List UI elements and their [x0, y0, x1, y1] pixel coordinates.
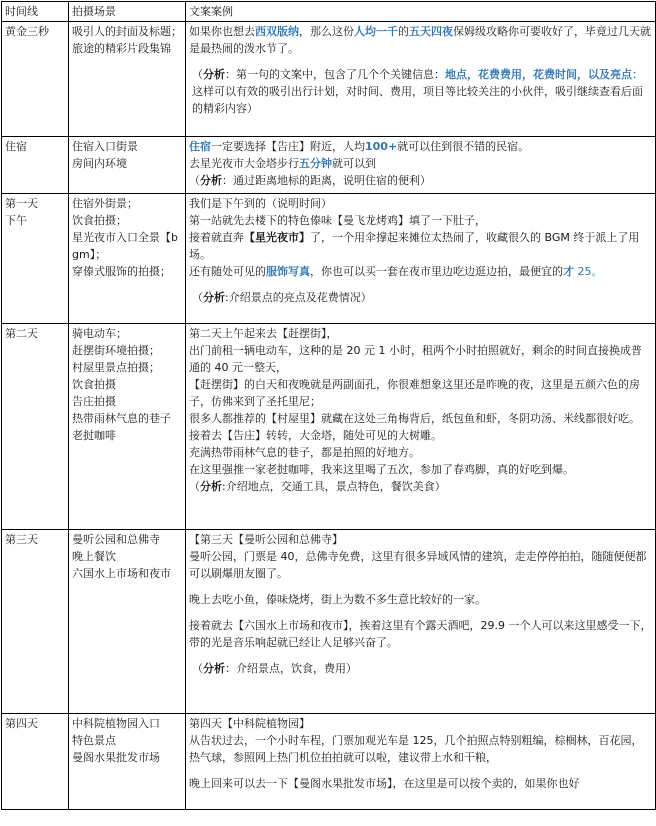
scene-cell: [69, 530, 186, 714]
scene-cell: [69, 194, 186, 324]
scene-item: 旅途的精彩片段集锦: [72, 42, 171, 55]
scene-item: 饮食拍摄: [72, 378, 116, 391]
table-row: [2, 324, 656, 530]
scene-item: 饮食拍摄；: [72, 214, 127, 227]
copy-cell: [186, 530, 656, 714]
copy-line: 【赶摆街】的白天和夜晚就是两副面孔，你很难想象这里还是昨晚的夜，这里是五颜六色的房子，仿佛来到了圣托里尼；: [189, 378, 640, 408]
copy-cell: [186, 137, 656, 194]
scene-item: 骑电动车；: [72, 327, 127, 340]
scene-cell: [69, 22, 186, 137]
copy-line: 曼听公园，门票是 40，总佛寺免费，这里有很多异域风情的建筑，走走停停拍拍，随随便便都可以刷爆朋友圈了。: [189, 550, 647, 580]
copy-line: 【第三天【曼听公园和总佛寺】: [189, 533, 343, 546]
copy-cell: [186, 194, 656, 324]
table-row: [2, 22, 656, 137]
analysis-line: （分析:介绍景点的亮点及花费情况）: [192, 291, 372, 304]
scene-item: 穿傣式服饰的拍摄；: [72, 265, 171, 278]
copy-line: 出门前租一辆电动车，这种的是 20 元 1 小时，租两个小时拍照就好，剩余的时间直接换成普通的 40 元一整天，: [189, 344, 642, 374]
scene-item: 吸引人的封面及标题；: [72, 25, 182, 38]
copy-line: 第二天上午起来去【赶摆街】，: [189, 327, 338, 340]
scene-cell: [69, 714, 186, 810]
scene-cell: [69, 137, 186, 194]
copy-paragraph: 如果你也想去西双版纳，那么这份人均一千的五天四夜保姆级攻略你可要收好了，毕竟过几天就是最热闹的泼水节了。: [189, 25, 651, 55]
analysis-line: （分析：通过距离地标的距离，说明住宿的便利）: [189, 174, 431, 187]
scene-item: 告庄拍摄: [72, 395, 116, 408]
scene-item: 热带雨林气息的巷子: [72, 412, 171, 425]
scene-item: 晚上餐饮: [72, 550, 116, 563]
copy-cell: [186, 714, 656, 810]
header-copy: 文案案例: [186, 2, 656, 22]
copy-cell: [186, 22, 656, 137]
copy-line: 晚上去吃小鱼，傣味烧烤，街上为数不多生意比较好的一家。: [189, 593, 486, 606]
table-row: [2, 194, 656, 324]
copy-line: 还有随处可见的服饰写真，你也可以买一套在夜市里边吃边逛边拍，最便宜的才 25。: [189, 265, 603, 278]
table-row: [2, 137, 656, 194]
scene-item: 曼听公园和总佛寺: [72, 533, 160, 546]
copy-line: 住宿一定要选择【告庄】附近，人均100+就可以住到很不错的民宿。: [189, 140, 530, 153]
scene-item: 六国水上市场和夜市: [72, 567, 171, 580]
analysis-paragraph: （分析：第一句的文案中，包含了几个个关键信息：地点，花费费用，花费时间，以及亮点：这样可以有效的吸引出行计划，对时间、费用，项目等比较关注的小伙伴，吸引继续查看后面的精彩内容）: [192, 68, 643, 115]
copy-line: 我们是下午到的（说明时间）: [189, 197, 332, 210]
scene-item: 赶摆街环境拍摄；: [72, 344, 160, 357]
copy-line: 充满热带雨林气息的巷子，都是拍照的好地方。: [189, 446, 420, 459]
copy-line: 在这里强推一家老挝咖啡，我来这里喝了五次，参加了春鸡脚，真的好吃到爆。: [189, 463, 574, 476]
copy-line: 第四天【中科院植物园】: [189, 717, 310, 730]
copy-line: 接着就去【六国水上市场和夜市】，挨着这里有个露天酒吧，29.9 一个人可以来这里感受一下，带的光是音乐响起就已经让人足够兴奋了。: [189, 619, 652, 649]
copy-line: 从告状过去，一个小时车程，门票加观光车是 125，几个拍照点特别粗编，棕榈林，百花园，热气球，参照网上热门机位拍拍就可以啦，建议带上水和干粮，: [189, 734, 643, 764]
scene-item: 住宿入口街景: [72, 140, 138, 153]
itinerary-table: [1, 1, 656, 810]
scene-item: 中科院植物园入口: [72, 717, 160, 730]
table-row: [2, 530, 656, 714]
copy-cell: [186, 324, 656, 530]
time-cell: 第四天: [2, 714, 69, 810]
scene-item: 房间内环境: [72, 157, 127, 170]
time-cell: 住宿: [2, 137, 69, 194]
scene-item: 住宿外街景；: [72, 197, 138, 210]
header-row: [2, 2, 656, 22]
table-row: [2, 714, 656, 810]
time-cell: 第二天: [2, 324, 69, 530]
scene-item: 村屋里景点拍摄；: [72, 361, 160, 374]
scene-item: 特色景点: [72, 734, 116, 747]
copy-line: 晚上回来可以去一下【曼阁水果批发市场】，在这里是可以按个卖的，如果你也好: [189, 777, 580, 790]
scene-item: 曼阁水果批发市场: [72, 751, 160, 764]
copy-line: 接着就直奔【星光夜市】了，一个用伞撑起来摊位太热闹了，收藏很久的 BGM 终于派上了用场。: [189, 231, 640, 261]
time-cell: 第一天 下午: [2, 194, 69, 324]
header-timeline: 时间线: [2, 2, 69, 22]
copy-line: 去星光夜市大金塔步行五分钟就可以到: [189, 157, 376, 170]
scene-item: 星光夜市入口全景【bgm】；: [72, 231, 178, 261]
time-cell: 黄金三秒: [2, 22, 69, 137]
scene-item: 老挝咖啡: [72, 429, 116, 442]
copy-line: 很多人都推荐的【村屋里】就藏在这处三角梅背后，纸包鱼和虾，冬阴功汤、米线都很好吃。: [189, 412, 640, 425]
copy-line: 接着去【告庄】转转，大金塔，随处可见的大树雕。: [189, 429, 442, 442]
scene-cell: [69, 324, 186, 530]
header-scene: 拍摄场景: [69, 2, 186, 22]
analysis-line: （分析:介绍地点，交通工具，景点特色，餐饮美食）: [189, 480, 446, 493]
analysis-line: （分析：介绍景点，饮食，费用）: [192, 662, 357, 675]
time-cell: 第三天: [2, 530, 69, 714]
copy-line: 第一站就先去楼下的特色傣味【曼飞龙烤鸡】填了一下肚子，: [189, 214, 486, 227]
